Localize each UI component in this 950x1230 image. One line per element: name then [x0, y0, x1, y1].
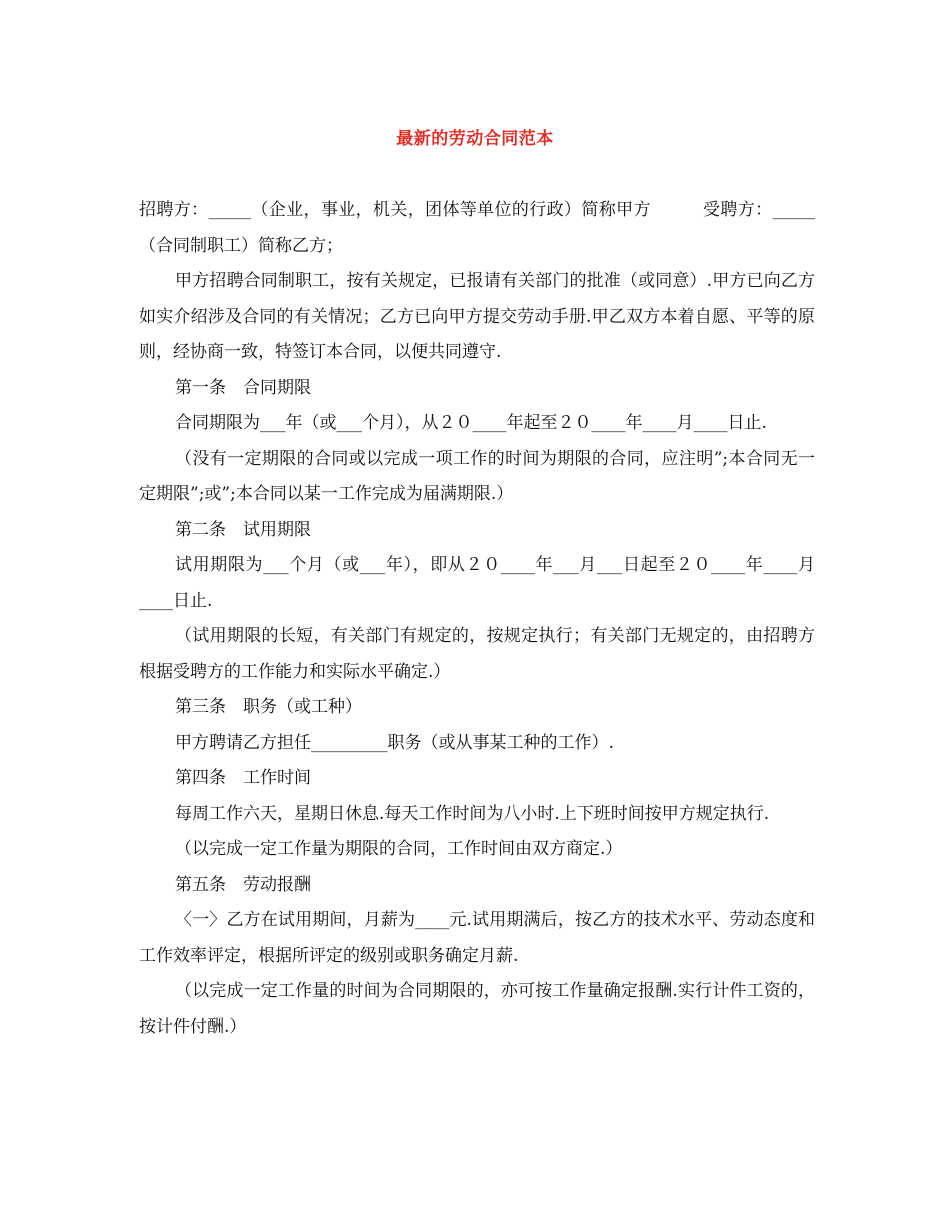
- article-4-heading: 第四条 工作时间: [175, 768, 311, 788]
- article-5-heading: 第五条 劳动报酬: [175, 874, 311, 895]
- article-5-note: （以完成一定工作量的时间为合同期限的，亦可按工作量确定报酬.实行计件工资的，按计件付酬.）: [139, 981, 815, 1037]
- document-title: 最新的劳动合同范本: [396, 129, 554, 149]
- article-4-text: 每周工作六天，星期日休息.每天工作时间为八小时.上下班时间按甲方规定执行.: [175, 803, 770, 824]
- article-2-note: （试用期限的长短，有关部门有规定的，按规定执行；有关部门无规定的，由招聘方根据受聘方的工作能力和实际水平确定.）: [139, 626, 815, 682]
- article-1-heading: 第一条 合同期限: [175, 377, 311, 398]
- preamble-paragraph: 甲方招聘合同制职工，按有关规定，已报请有关部门的批准（或同意）.甲方已向乙方如实介绍涉及合同的有关情况；乙方已向甲方提交劳动手册.甲乙双方本着自愿、平等的原则，经协商一致，特签订本合同，以便共同遵守.: [139, 271, 815, 362]
- article-1-note: （没有一定期限的合同或以完成一项工作的时间为期限的合同，应注明”;本合同无一定期限”;或”;本合同以某一工作完成为届满期限.）: [139, 448, 815, 504]
- article-2-heading: 第二条 试用期限: [175, 519, 311, 540]
- article-5-text: 〈一〉乙方在试用期间，月薪为____元.试用期满后，按乙方的技术水平、劳动态度和工作效率评定，根据所评定的级别或职务确定月薪.: [139, 910, 815, 966]
- article-2-text: 试用期限为___个月（或___年），即从２０____年___月___日起至２０____年____月____日止.: [139, 555, 815, 611]
- article-3-heading: 第三条 职务（或工种）: [175, 697, 362, 717]
- parties-paragraph: 招聘方：_____（企业，事业，机关，团体等单位的行政）简称甲方 受聘方：_____（合同制职工）简称乙方；: [139, 200, 815, 256]
- article-1-text: 合同期限为___年（或___个月），从２０____年起至２０____年____月____日止.: [175, 413, 767, 433]
- article-4-note: （以完成一定工作量为期限的合同，工作时间由双方商定.）: [175, 839, 623, 859]
- document-body: [139, 193, 815, 1045]
- article-3-text: 甲方聘请乙方担任_________职务（或从事某工种的工作）.: [175, 732, 614, 753]
